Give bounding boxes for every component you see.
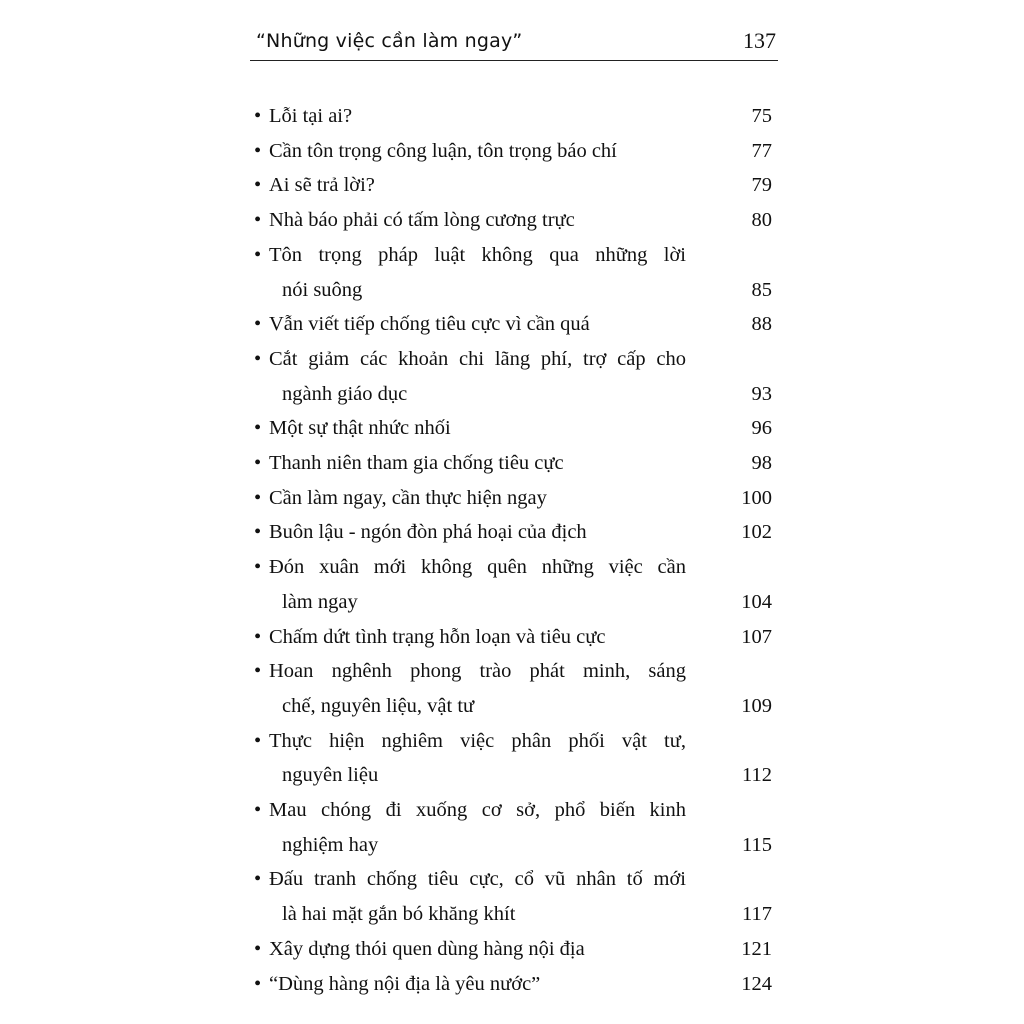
bullet-icon: • bbox=[254, 556, 262, 578]
toc-entry-title bbox=[254, 552, 686, 582]
toc-entry-page-number: 100 bbox=[741, 487, 772, 509]
bullet-icon: • bbox=[254, 487, 262, 509]
toc-entry-title-continued bbox=[282, 379, 686, 409]
bullet-icon: • bbox=[254, 730, 262, 752]
toc-entry-text: Ai sẽ trả lời? bbox=[269, 174, 375, 196]
bullet-icon: • bbox=[254, 244, 262, 266]
toc-entry-text: Lỗi tại ai? bbox=[269, 105, 353, 127]
toc-entry-title bbox=[254, 205, 686, 235]
toc-entry-text: Cắt giảm các khoản chi lãng phí, trợ cấp cho bbox=[269, 348, 686, 370]
toc-entry-text: là hai mặt gắn bó khăng khít bbox=[282, 903, 516, 925]
toc-entry-title bbox=[254, 483, 686, 513]
toc-entry-title bbox=[254, 170, 686, 200]
toc-entry-text: Hoan nghênh phong trào phát minh, sáng bbox=[269, 660, 686, 682]
bullet-icon: • bbox=[254, 938, 262, 960]
toc-entry-page-number: 77 bbox=[751, 140, 772, 162]
toc-entry-title bbox=[254, 726, 686, 756]
toc-entry-page-number: 109 bbox=[741, 695, 772, 717]
toc-entry-title bbox=[254, 656, 686, 686]
toc-entry-text: Xây dựng thói quen dùng hàng nội địa bbox=[269, 938, 585, 960]
toc-entry-text: nguyên liệu bbox=[282, 764, 379, 786]
toc-entry-text: Thực hiện nghiêm việc phân phối vật tư, bbox=[269, 730, 686, 752]
running-header-title: “Những việc cần làm ngay” bbox=[256, 30, 523, 52]
toc-entry-text: Nhà báo phải có tấm lòng cương trực bbox=[269, 209, 575, 231]
toc-entry-text: Vẫn viết tiếp chống tiêu cực vì cần quá bbox=[269, 313, 590, 335]
toc-entry-title bbox=[254, 622, 686, 652]
toc-entry-text: Một sự thật nhức nhối bbox=[269, 417, 451, 439]
toc-entry-text: nghiệm hay bbox=[282, 834, 379, 856]
toc-entry-title bbox=[254, 795, 686, 825]
toc-entry-page-number: 121 bbox=[741, 938, 772, 960]
bullet-icon: • bbox=[254, 521, 262, 543]
toc-entry-title bbox=[254, 448, 686, 478]
bullet-icon: • bbox=[254, 140, 262, 162]
toc-entry-text: chế, nguyên liệu, vật tư bbox=[282, 695, 475, 717]
bullet-icon: • bbox=[254, 105, 262, 127]
bullet-icon: • bbox=[254, 452, 262, 474]
toc-entry-text: “Dùng hàng nội địa là yêu nước” bbox=[269, 973, 541, 995]
toc-entry-text: ngành giáo dục bbox=[282, 383, 408, 405]
bullet-icon: • bbox=[254, 973, 262, 995]
toc-entry-text: Mau chóng đi xuống cơ sở, phổ biến kinh bbox=[269, 799, 686, 821]
toc-entry-page-number: 102 bbox=[741, 521, 772, 543]
toc-entry-page-number: 85 bbox=[751, 279, 772, 301]
toc-entry-title bbox=[254, 517, 686, 547]
toc-entry-title-continued bbox=[282, 760, 686, 790]
toc-entry-page-number: 75 bbox=[751, 105, 772, 127]
toc-entry-title bbox=[254, 864, 686, 894]
toc-entry-title bbox=[254, 344, 686, 374]
toc-entry-title bbox=[254, 309, 686, 339]
page-number: 137 bbox=[743, 28, 776, 53]
toc-entry-page-number: 104 bbox=[741, 591, 772, 613]
toc-entry-title bbox=[254, 934, 686, 964]
toc-entry-text: Cần tôn trọng công luận, tôn trọng báo chí bbox=[269, 140, 617, 162]
toc-entry-page-number: 107 bbox=[741, 626, 772, 648]
toc-entry-text: Đấu tranh chống tiêu cực, cổ vũ nhân tố mới bbox=[269, 868, 686, 890]
bullet-icon: • bbox=[254, 174, 262, 196]
toc-entry-page-number: 93 bbox=[751, 383, 772, 405]
bullet-icon: • bbox=[254, 209, 262, 231]
toc-entry-text: nói suông bbox=[282, 279, 363, 301]
toc-entry-text: làm ngay bbox=[282, 591, 358, 613]
toc-entry-text: Chấm dứt tình trạng hỗn loạn và tiêu cực bbox=[269, 626, 606, 648]
toc-entry-title-continued bbox=[282, 899, 686, 929]
bullet-icon: • bbox=[254, 868, 262, 890]
toc-entry-page-number: 96 bbox=[751, 417, 772, 439]
toc-entry-page-number: 88 bbox=[751, 313, 772, 335]
toc-entry-text: Đón xuân mới không quên những việc cần bbox=[269, 556, 686, 578]
bullet-icon: • bbox=[254, 660, 262, 682]
toc-entry-page-number: 112 bbox=[742, 764, 772, 786]
toc-entry-text: Tôn trọng pháp luật không qua những lời bbox=[269, 244, 686, 266]
bullet-icon: • bbox=[254, 626, 262, 648]
bullet-icon: • bbox=[254, 417, 262, 439]
toc-entry-page-number: 79 bbox=[751, 174, 772, 196]
toc-entry-page-number: 124 bbox=[741, 973, 772, 995]
toc-entry-page-number: 117 bbox=[742, 903, 772, 925]
toc-entry-text: Thanh niên tham gia chống tiêu cực bbox=[269, 452, 564, 474]
toc-entry-title-continued bbox=[282, 830, 686, 860]
bullet-icon: • bbox=[254, 313, 262, 335]
toc-entry-title-continued bbox=[282, 587, 686, 617]
toc-entry-text: Buôn lậu - ngón đòn phá hoại của địch bbox=[269, 521, 587, 543]
toc-entry-text: Cần làm ngay, cần thực hiện ngay bbox=[269, 487, 547, 509]
toc-entry-title bbox=[254, 240, 686, 270]
toc-entry-title bbox=[254, 969, 686, 999]
toc-entry-page-number: 98 bbox=[751, 452, 772, 474]
toc-entry-title bbox=[254, 101, 686, 131]
toc-entry-page-number: 80 bbox=[751, 209, 772, 231]
bullet-icon: • bbox=[254, 348, 262, 370]
toc-entry-title-continued bbox=[282, 275, 686, 305]
toc-entry-page-number: 115 bbox=[742, 834, 772, 856]
bullet-icon: • bbox=[254, 799, 262, 821]
toc-entry-title bbox=[254, 413, 686, 443]
toc-entry-title bbox=[254, 136, 686, 166]
toc-entry-title-continued bbox=[282, 691, 686, 721]
